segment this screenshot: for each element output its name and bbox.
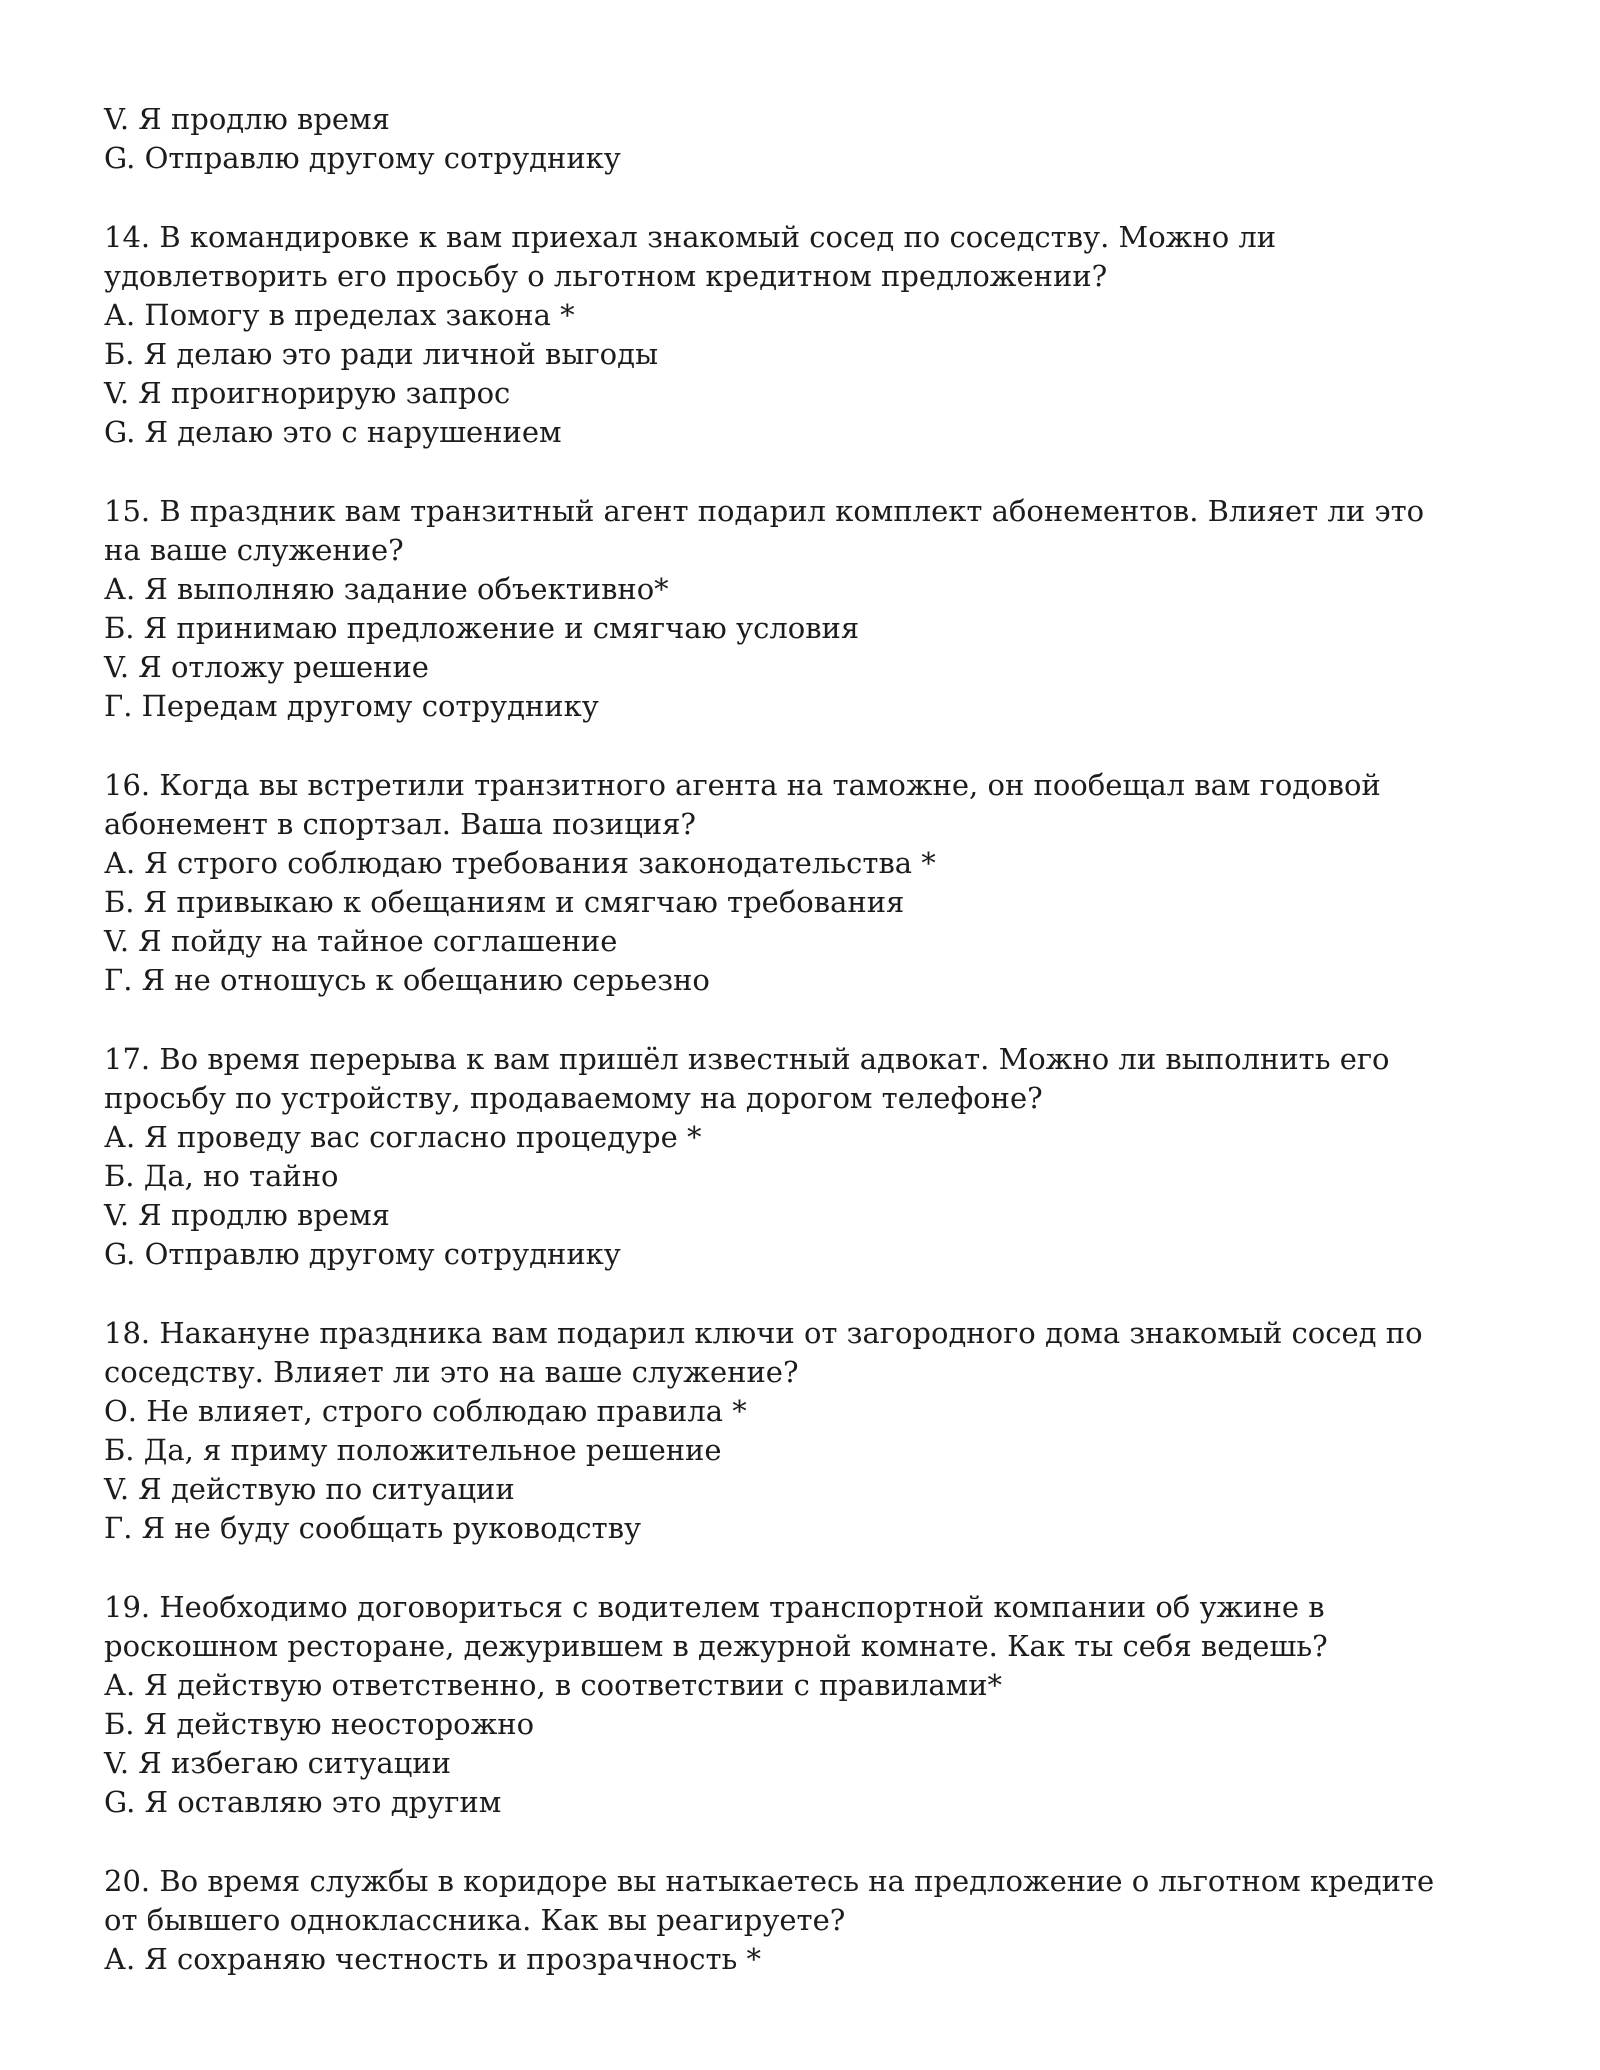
answer-option: G. Я делаю это с нарушением	[104, 415, 562, 449]
answer-option: V. Я отложу решение	[104, 650, 429, 684]
question-text: 14. В командировке к вам приехал знакомый сосед по соседству. Можно ли удовлетворить его просьбу о льготном кредитном предложении?	[104, 220, 1277, 293]
answer-option: Г. Я не буду сообщать руководству	[104, 1511, 642, 1545]
question-text: 18. Накануне праздника вам подарил ключи от загородного дома знакомый сосед по соседству. Влияет ли это на ваше служение?	[104, 1316, 1423, 1389]
question-block-16	[104, 766, 1504, 1000]
answer-option: Б. Да, но тайно	[104, 1159, 339, 1193]
answer-option: А. Я сохраняю честность и прозрачность *	[104, 1942, 762, 1976]
previous-question-options	[104, 100, 1504, 178]
question-text: 19. Необходимо договориться с водителем транспортной компании об ужине в роскошном ресторане, дежурившем в дежурной комнате. Как ты себя ведешь?	[104, 1590, 1328, 1663]
answer-option: Б. Я делаю это ради личной выгоды	[104, 337, 659, 371]
answer-option: V. Я проигнорирую запрос	[104, 376, 511, 410]
answer-option: Г. Я не отношусь к обещанию серьезно	[104, 963, 710, 997]
answer-option: G. Я оставляю это другим	[104, 1785, 502, 1819]
answer-option: А. Я строго соблюдаю требования законодательства *	[104, 846, 936, 880]
question-text: 15. В праздник вам транзитный агент подарил комплект абонементов. Влияет ли это на ваше служение?	[104, 494, 1425, 567]
answer-option: V. Я продлю время	[104, 1198, 390, 1232]
answer-option: Г. Передам другому сотруднику	[104, 689, 599, 723]
question-block-17	[104, 1040, 1504, 1274]
question-block-15	[104, 492, 1504, 726]
question-block-14	[104, 218, 1504, 452]
question-block-19	[104, 1588, 1504, 1822]
answer-option: Б. Я привыкаю к обещаниям и смягчаю требования	[104, 885, 905, 919]
question-text: 20. Во время службы в коридоре вы натыкаетесь на предложение о льготном кредите от бывшего одноклассника. Как вы реагируете?	[104, 1864, 1435, 1937]
question-block-18	[104, 1314, 1504, 1548]
answer-option: А. Я проведу вас согласно процедуре *	[104, 1120, 702, 1154]
answer-option: Б. Я действую неосторожно	[104, 1707, 535, 1741]
answer-option: V. Я пойду на тайное соглашение	[104, 924, 618, 958]
answer-option: А. Я действую ответственно, в соответствии с правилами*	[104, 1668, 1003, 1702]
answer-option: G. Отправлю другому сотруднику	[104, 141, 621, 175]
answer-option: V. Я продлю время	[104, 102, 390, 136]
question-block-20	[104, 1862, 1504, 1979]
answer-option: Б. Я принимаю предложение и смягчаю условия	[104, 611, 860, 645]
answer-option: Б. Да, я приму положительное решение	[104, 1433, 722, 1467]
question-text: 17. Во время перерыва к вам пришёл известный адвокат. Можно ли выполнить его просьбу по устройству, продаваемому на дорогом телефоне?	[104, 1042, 1390, 1115]
answer-option: О. Не влияет, строго соблюдаю правила *	[104, 1394, 747, 1428]
answer-option: V. Я действую по ситуации	[104, 1472, 515, 1506]
answer-option: G. Отправлю другому сотруднику	[104, 1237, 621, 1271]
answer-option: V. Я избегаю ситуации	[104, 1746, 451, 1780]
answer-option: А. Помогу в пределах закона *	[104, 298, 575, 332]
answer-option: А. Я выполняю задание объективно*	[104, 572, 669, 606]
document-page	[104, 100, 1504, 2019]
question-text: 16. Когда вы встретили транзитного агента на таможне, он пообещал вам годовой абонемент в спортзал. Ваша позиция?	[104, 768, 1381, 841]
